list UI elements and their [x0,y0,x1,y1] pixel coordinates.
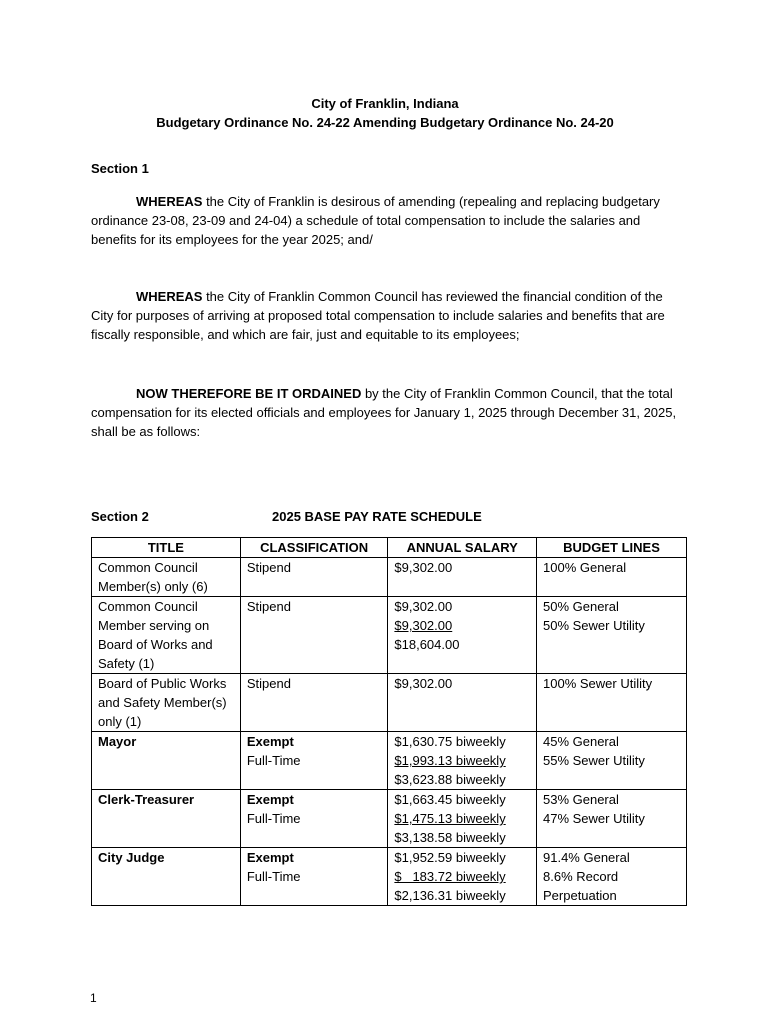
row-salary: $9,302.00 $9,302.00 $18,604.00 [388,597,537,674]
row-classification: Stipend [240,597,388,674]
ordinance-title: Budgetary Ordinance No. 24-22 Amending Budgetary Ordinance No. 24-20 [156,115,614,130]
row-classification: Exempt Full-Time [240,790,388,848]
table-row [92,558,687,597]
pay-rate-table [91,537,687,906]
row-budget: 100% General [537,558,687,597]
table-header-row [92,538,687,558]
row-salary: $9,302.00 [388,674,537,732]
row-title: Board of Public Works and Safety Member(s) only (1) [92,674,241,732]
table-row [92,790,687,848]
row-classification: Stipend [240,558,388,597]
row-budget: 45% General 55% Sewer Utility [537,732,687,790]
row-budget: 91.4% General 8.6% Record Perpetuation [537,848,687,906]
row-title: City Judge [92,848,241,906]
row-salary: $1,630.75 biweekly $1,993.13 biweekly $3,623.88 biweekly [388,732,537,790]
row-title: Mayor [92,732,241,790]
column-header-salary: ANNUAL SALARY [388,538,537,558]
row-classification: Stipend [240,674,388,732]
table-row [92,848,687,906]
row-classification: Exempt Full-Time [240,848,388,906]
section1-heading: Section 1 [91,161,149,176]
table-row [92,597,687,674]
row-title: Common Council Member(s) only (6) [92,558,241,597]
ordained-paragraph [91,384,681,441]
row-title: Clerk-Treasurer [92,790,241,848]
row-budget: 50% General 50% Sewer Utility [537,597,687,674]
paragraph-text: the City of Franklin Common Council has reviewed the financial condition of the City for purposes of arriving at proposed total compensation to include salaries and benefits that are fiscally responsible, and which are fair, just and equitable to its employees; [91,289,665,342]
page-number: 1 [90,991,97,1005]
paragraph-text: the City of Franklin is desirous of amending (repealing and replacing budgetary ordinance 23-08, 23-09 and 24-04) a schedule of total compensation to include the salaries and benefits for its employees for the year 2025; and/ [91,194,660,247]
column-header-budget: BUDGET LINES [537,538,687,558]
column-header-title: TITLE [92,538,241,558]
column-header-classification: CLASSIFICATION [240,538,388,558]
row-budget: 100% Sewer Utility [537,674,687,732]
paragraph-lead: WHEREAS [136,289,203,304]
row-classification: Exempt Full-Time [240,732,388,790]
row-salary: $1,952.59 biweekly $ 183.72 biweekly $2,136.31 biweekly [388,848,537,906]
city-name: City of Franklin, Indiana [311,96,459,111]
document-title [0,94,770,132]
table-row [92,674,687,732]
paragraph-lead: WHEREAS [136,194,203,209]
paragraph-lead: NOW THEREFORE BE IT ORDAINED [136,386,362,401]
row-title: Common Council Member serving on Board of Works and Safety (1) [92,597,241,674]
whereas-paragraph-1 [91,192,681,249]
whereas-paragraph-2 [91,287,681,344]
schedule-title: 2025 BASE PAY RATE SCHEDULE [272,509,482,524]
row-salary: $9,302.00 [388,558,537,597]
section2-heading: Section 2 [91,509,149,524]
paragraph-text: by the City of Franklin Common Council, that the total compensation for its elected officials and employees for January 1, 2025 through December 31, 2025, shall be as follows: [91,386,677,439]
table-row [92,732,687,790]
row-salary: $1,663.45 biweekly $1,475.13 biweekly $3,138.58 biweekly [388,790,537,848]
row-budget: 53% General 47% Sewer Utility [537,790,687,848]
